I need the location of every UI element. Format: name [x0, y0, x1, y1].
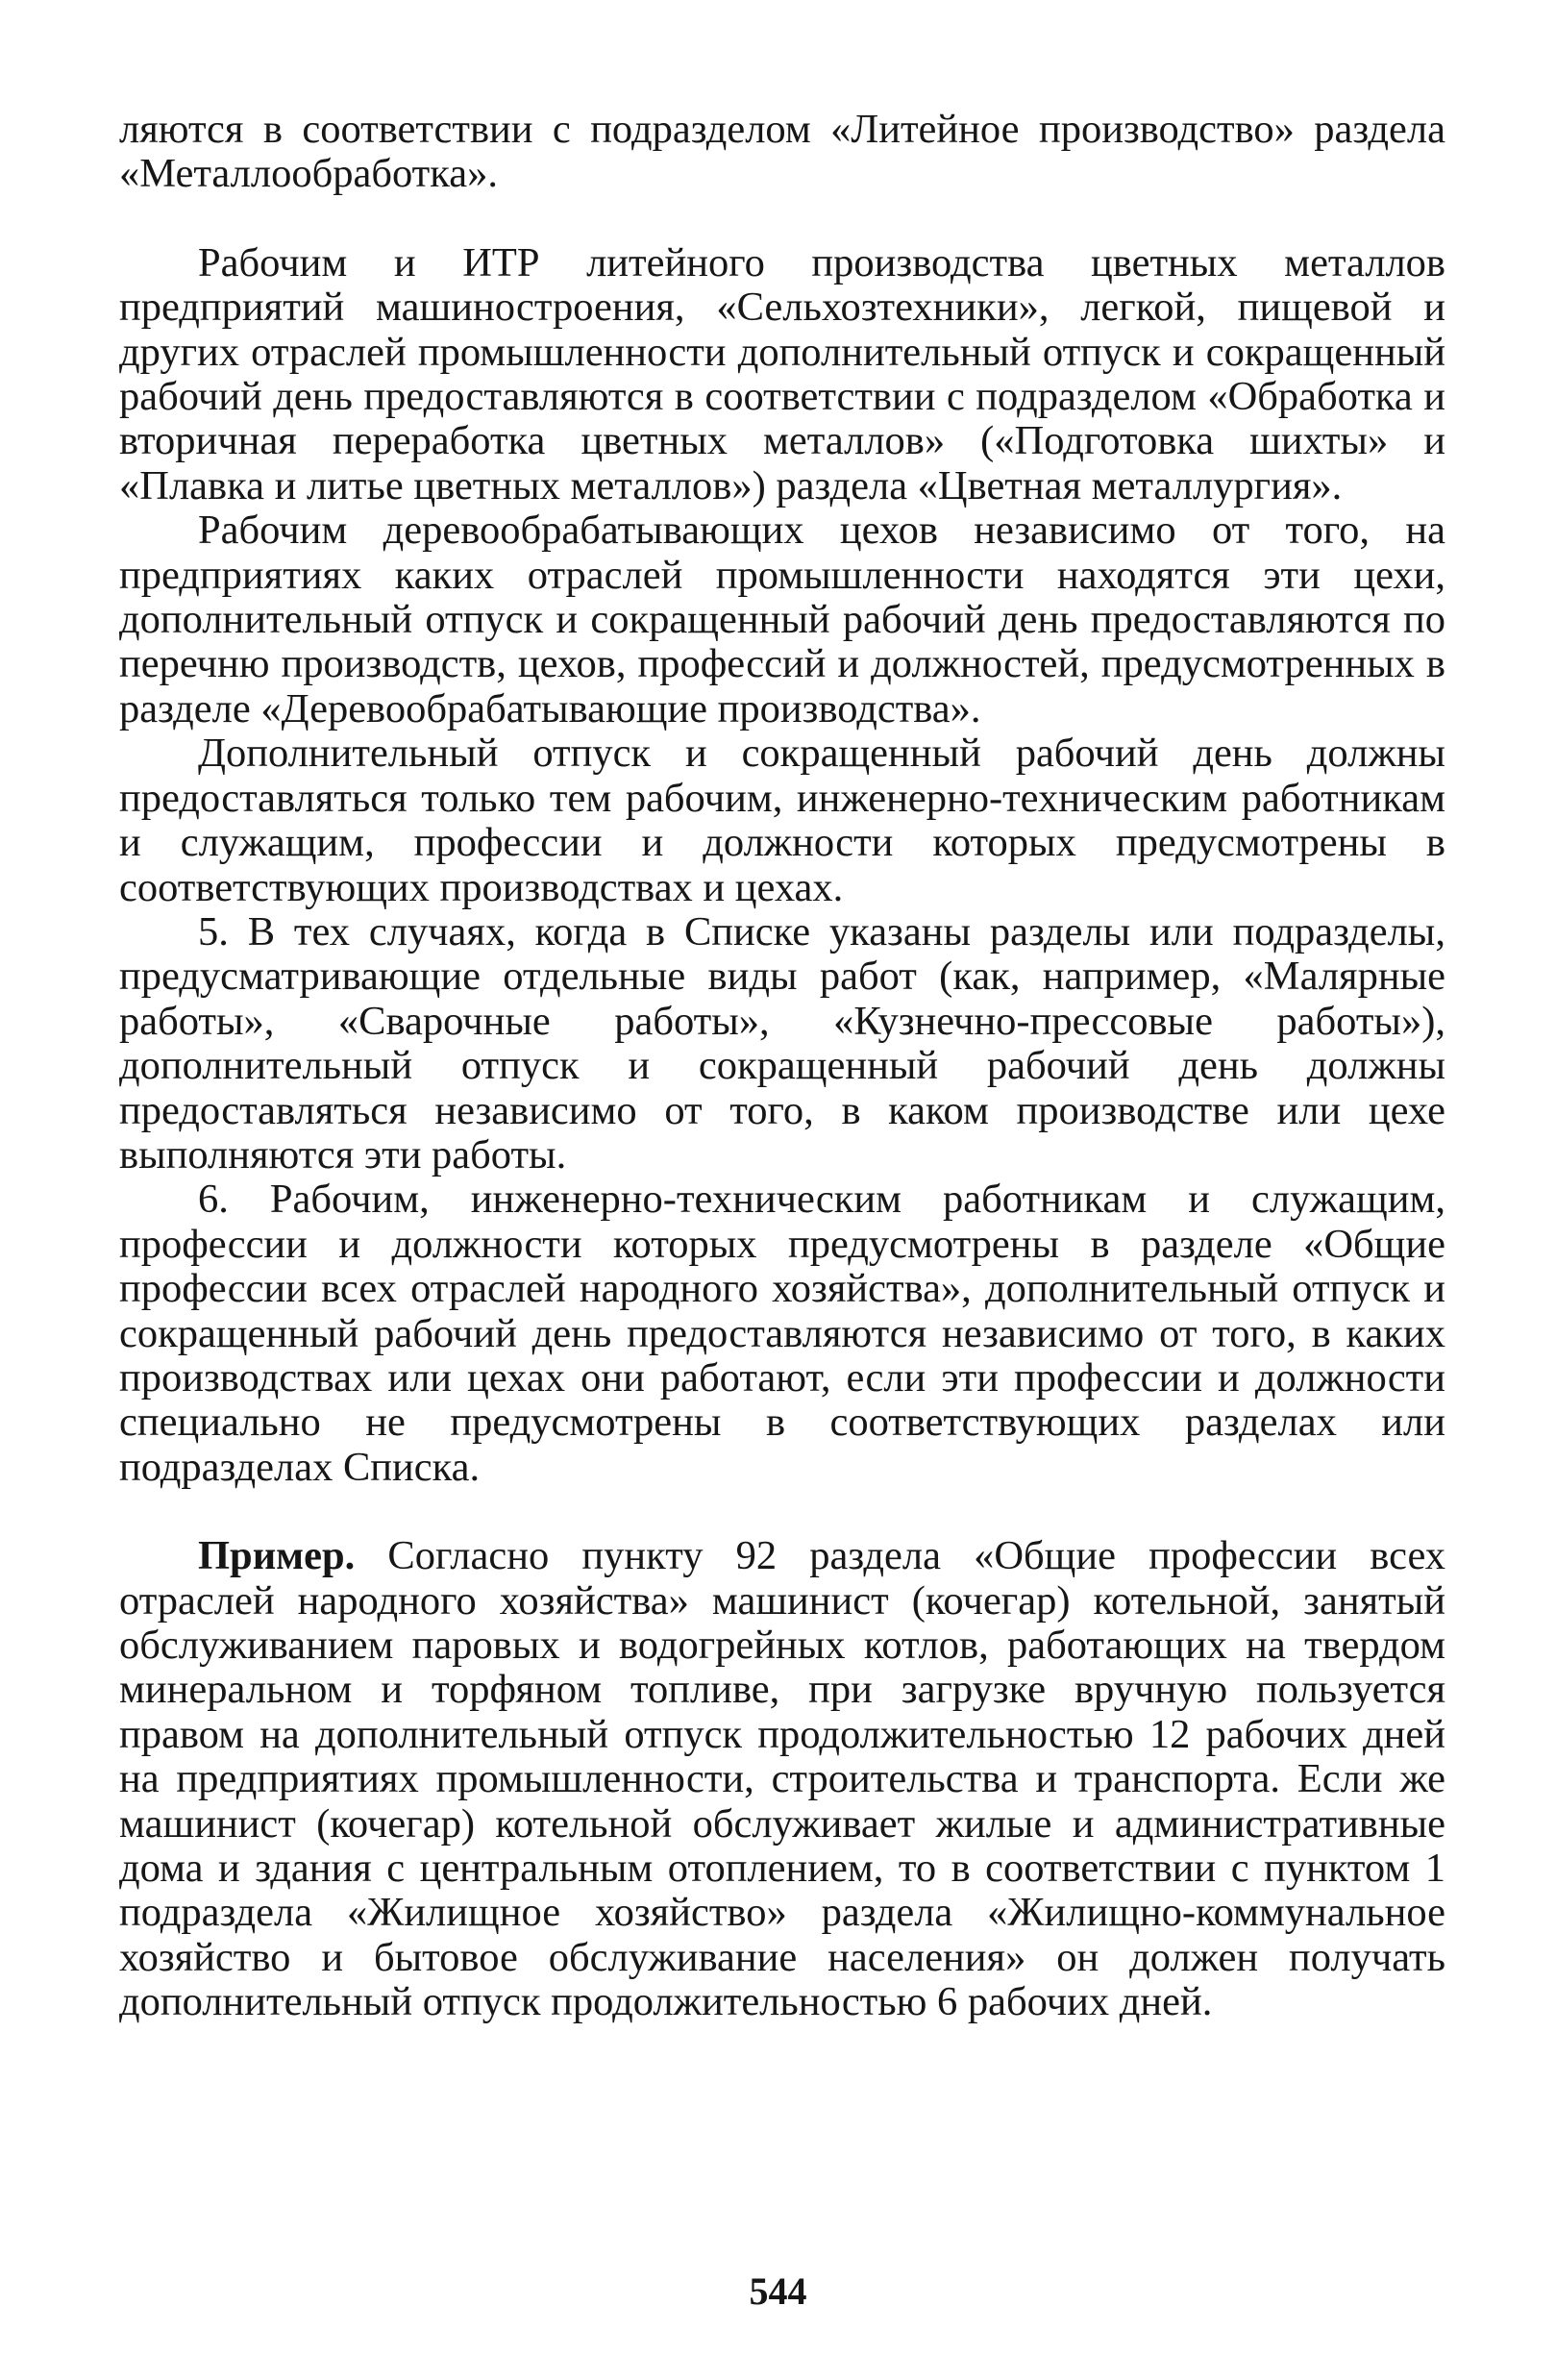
paragraph-item-5: 5. В тех случаях, когда в Списке указаны разделы или подразделы, предусматривающие отдельные виды работ (как, например, «Малярные работы», «Сварочные работы», «Кузнечно-прессовые работы»), дополнительный отпуск и сокращенный рабочий день должны предоставляться независимо от того, в каком производстве или цехе выполняются эти работы. — [119, 908, 1445, 1178]
page-number: 544 — [749, 2269, 807, 2313]
paragraph-woodworking: Рабочим деревообрабатывающих цехов независимо от того, на предприятиях каких отраслей промышленности находятся эти цехи, дополнительный отпуск и сокращенный рабочий день предоставляются по перечню производств, цехов, профессий и должностей, предусмотренных в разделе «Деревообрабатывающие производства». — [119, 508, 1445, 731]
paragraph-example — [119, 1534, 1445, 2024]
paragraph-item-6: 6. Рабочим, инженерно-техническим работникам и служащим, профессии и должности которых предусмотрены в разделе «Общие профессии всех отраслей народного хозяйства», дополнительный отпуск и сокращенный рабочий день предоставляются независимо от того, в каких производствах или цехах они работают, если эти профессии и должности специально не предусмотрены в соответствующих разделах или подразделах Списка. — [119, 1177, 1445, 1490]
document-page — [119, 108, 1445, 2025]
paragraph-continuation: ляются в соответствии с подразделом «Литейное производство» раздела «Металлообработка». — [119, 107, 1445, 197]
paragraph-nonferrous-foundry: Рабочим и ИТР литейного производства цветных металлов предприятий машиностроения, «Сельхозтехники», легкой, пищевой и других отраслей промышленности дополнительный отпуск и сокращенный рабочий день предоставляются в соответствии с подразделом «Обработка и вторичная переработка цветных металлов» («Подготовка шихты» и «Плавка и литье цветных металлов») раздела «Цветная металлургия». — [119, 239, 1445, 508]
example-label: Пример. — [198, 1533, 356, 1579]
paragraph-eligibility: Дополнительный отпуск и сокращенный рабочий день должны предоставляться только тем рабочим, инженерно-техническим работникам и служащим, профессии и должности которых предусмотрены в соответствующих производствах и цехах. — [119, 731, 1445, 910]
example-text: Согласно пункту 92 раздела «Общие профессии всех отраслей народного хозяйства» машинист (кочегар) котельной, занятый обслуживанием паровых и водогрейных котлов, работающих на твердом минеральном и торфяном топливе, при загрузке вручную пользуется правом на дополнительный отпуск продолжительностью 12 рабочих дней на предприятиях промышленности, строительства и транспорта. Если же машинист (кочегар) котельной обслуживает жилые и административные дома и здания с центральным отоплением, то в соответствии с пунктом 1 подраздела «Жилищное хозяйство» раздела «Жилищно-коммунальное хозяйство и бытовое обслуживание населения» он должен получать дополнительный отпуск продолжительностью 6 рабочих дней. — [119, 1533, 1445, 2025]
